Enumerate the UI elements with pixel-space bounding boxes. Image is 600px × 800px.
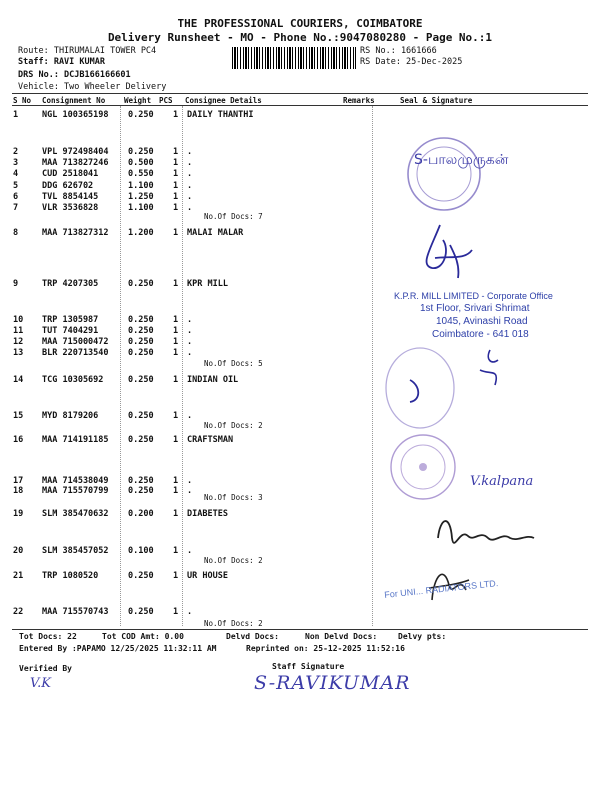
- row-pcs: 1: [173, 203, 179, 213]
- row-consignee: .: [187, 411, 193, 421]
- row-consignment-no: TRP 4207305: [42, 279, 99, 289]
- row-pcs: 1: [173, 315, 179, 325]
- row-consignee: .: [187, 337, 193, 347]
- handwritten-signature-2: [410, 220, 480, 285]
- row-consignment-no: VLR 3536828: [42, 203, 99, 213]
- row-pcs: 1: [173, 169, 179, 179]
- verified-by-signature: V.K: [30, 676, 51, 691]
- row-consignment-no: VPL 972498404: [42, 147, 109, 157]
- row-sno: 16: [13, 435, 24, 445]
- row-pcs: 1: [173, 158, 179, 168]
- entered-by: Entered By :PAPAMO 12/25/2025 11:32:11 AM: [19, 644, 217, 653]
- row-sno: 14: [13, 375, 24, 385]
- row-weight: 0.100: [128, 546, 154, 556]
- col-sno: S No: [13, 96, 32, 105]
- row-sno: 19: [13, 509, 24, 519]
- row-consignment-no: MAA 713827246: [42, 158, 109, 168]
- row-sno: 1: [13, 110, 19, 120]
- row-pcs: 1: [173, 279, 179, 289]
- row-consignee: .: [187, 476, 193, 486]
- table-bottom-rule: [12, 629, 588, 630]
- row-consignee: UR HOUSE: [187, 571, 228, 581]
- row-consignment-no: MAA 715570743: [42, 607, 109, 617]
- staff-signature: S-RAVIKUMAR: [254, 672, 411, 694]
- row-sno: 22: [13, 607, 24, 617]
- row-weight: 0.500: [128, 158, 154, 168]
- rs-number: RS No.: 1661666: [360, 46, 437, 56]
- row-pcs: 1: [173, 486, 179, 496]
- row-consignment-no: NGL 100365198: [42, 110, 109, 120]
- page-subtitle: Delivery Runsheet - MO - Phone No.:9047080280 - Page No.:1: [107, 31, 493, 44]
- row-pcs: 1: [173, 607, 179, 617]
- row-weight: 1.200: [128, 228, 154, 238]
- row-consignment-no: TRP 1080520: [42, 571, 99, 581]
- page-title: THE PROFESSIONAL COURIERS, COIMBATORE: [177, 17, 423, 30]
- row-consignment-no: CUD 2518041: [42, 169, 99, 179]
- row-weight: 0.250: [128, 348, 154, 358]
- staff-signature-label: Staff Signature: [272, 662, 345, 671]
- row-consignment-no: TCG 10305692: [42, 375, 104, 385]
- row-sno: 11: [13, 326, 24, 336]
- kpr-stamp-line4: Coimbatore - 641 018: [432, 329, 529, 340]
- row-consignee: .: [187, 486, 193, 496]
- row-consignee: .: [187, 181, 193, 191]
- row-pcs: 1: [173, 476, 179, 486]
- staff-label: Staff: RAVI KUMAR: [18, 57, 105, 67]
- row-weight: 0.250: [128, 147, 154, 157]
- row-pcs: 1: [173, 147, 179, 157]
- row-consignment-no: TUT 7404291: [42, 326, 99, 336]
- row-consignee: .: [187, 315, 193, 325]
- row-sno: 3: [13, 158, 19, 168]
- row-consignee: .: [187, 192, 193, 202]
- row-pcs: 1: [173, 181, 179, 191]
- row-consignment-no: BLR 220713540: [42, 348, 109, 358]
- radiators-stamp: For UNI... RADIATORS LTD.: [383, 578, 499, 600]
- row-weight: 0.250: [128, 337, 154, 347]
- row-consignment-no: TVL 8854145: [42, 192, 99, 202]
- row-consignment-no: MAA 713827312: [42, 228, 109, 238]
- row-consignment-no: MAA 714538049: [42, 476, 109, 486]
- column-divider: [372, 106, 373, 626]
- row-sno: 18: [13, 486, 24, 496]
- row-pcs: 1: [173, 110, 179, 120]
- col-seal: Seal & Signature: [400, 96, 473, 105]
- col-pcs: PCS: [159, 96, 173, 105]
- row-sno: 5: [13, 181, 19, 191]
- route-label: Route: THIRUMALAI TOWER PC4: [18, 46, 157, 56]
- delivered-docs: Delvd Docs:: [226, 632, 279, 641]
- row-consignee: .: [187, 546, 193, 556]
- row-sno: 21: [13, 571, 24, 581]
- row-pcs: 1: [173, 348, 179, 358]
- row-pcs: 1: [173, 192, 179, 202]
- row-weight: 0.250: [128, 315, 154, 325]
- row-weight: 1.100: [128, 203, 154, 213]
- craftsman-round-stamp: [388, 432, 458, 502]
- doc-count: No.Of Docs: 5: [204, 359, 263, 368]
- round-seal-stamp-1: [396, 136, 566, 216]
- row-weight: 1.100: [128, 181, 154, 191]
- row-sno: 20: [13, 546, 24, 556]
- kpr-stamp-line2: 1st Floor, Srivari Shrimat: [420, 303, 530, 314]
- row-consignment-no: TRP 1305987: [42, 315, 99, 325]
- row-weight: 1.250: [128, 192, 154, 202]
- total-docs: Tot Docs: 22: [19, 632, 77, 641]
- row-sno: 9: [13, 279, 19, 289]
- doc-count: No.Of Docs: 2: [204, 556, 263, 565]
- doc-count: No.Of Docs: 2: [204, 619, 263, 628]
- delivery-points: Delvy pts:: [398, 632, 447, 641]
- row-pcs: 1: [173, 326, 179, 336]
- row-sno: 10: [13, 315, 24, 325]
- row-consignment-no: MAA 714191185: [42, 435, 109, 445]
- row-sno: 15: [13, 411, 24, 421]
- kpr-stamp-line1: K.P.R. MILL LIMITED - Corporate Office: [394, 291, 553, 301]
- row-sno: 7: [13, 203, 19, 213]
- row-consignee: DAILY THANTHI: [187, 110, 254, 120]
- row-consignment-no: SLM 385470632: [42, 509, 109, 519]
- row-pcs: 1: [173, 411, 179, 421]
- handwritten-signature-1: S-பாலமுருகன்: [414, 152, 509, 168]
- row-weight: 0.250: [128, 279, 154, 289]
- row-consignment-no: DDG 626702: [42, 181, 94, 191]
- row-weight: 0.250: [128, 476, 154, 486]
- handwritten-signature-kalpana: V.kalpana: [470, 474, 534, 489]
- non-delivered-docs: Non Delvd Docs:: [305, 632, 378, 641]
- row-pcs: 1: [173, 546, 179, 556]
- doc-count: No.Of Docs: 7: [204, 212, 263, 221]
- row-sno: 4: [13, 169, 19, 179]
- row-consignee: .: [187, 147, 193, 157]
- indian-oil-stamp: [380, 340, 530, 440]
- row-consignee: .: [187, 607, 193, 617]
- rs-date: RS Date: 25-Dec-2025: [360, 57, 463, 67]
- row-sno: 6: [13, 192, 19, 202]
- row-sno: 12: [13, 337, 24, 347]
- row-consignee: .: [187, 169, 193, 179]
- row-consignment-no: MAA 715000472: [42, 337, 109, 347]
- row-weight: 0.250: [128, 435, 154, 445]
- row-consignment-no: SLM 385457052: [42, 546, 109, 556]
- row-consignee: MALAI MALAR: [187, 228, 244, 238]
- doc-count: No.Of Docs: 3: [204, 493, 263, 502]
- drs-number: DRS No.: DCJB166166601: [18, 70, 131, 80]
- row-pcs: 1: [173, 571, 179, 581]
- row-pcs: 1: [173, 435, 179, 445]
- row-consignee: CRAFTSMAN: [187, 435, 234, 445]
- row-weight: 0.550: [128, 169, 154, 179]
- row-consignment-no: MYD 8179206: [42, 411, 99, 421]
- row-weight: 0.250: [128, 110, 154, 120]
- row-weight: 0.250: [128, 607, 154, 617]
- row-sno: 17: [13, 476, 24, 486]
- row-sno: 13: [13, 348, 24, 358]
- row-consignee: DIABETES: [187, 509, 228, 519]
- column-divider: [120, 106, 121, 626]
- row-consignee: .: [187, 158, 193, 168]
- table-header-rule: [12, 105, 588, 106]
- row-weight: 0.250: [128, 411, 154, 421]
- row-consignment-no: MAA 715570799: [42, 486, 109, 496]
- total-cod: Tot COD Amt: 0.00: [102, 632, 184, 641]
- row-pcs: 1: [173, 228, 179, 238]
- row-weight: 0.250: [128, 486, 154, 496]
- row-consignee: .: [187, 203, 193, 213]
- row-pcs: 1: [173, 375, 179, 385]
- reprinted-on: Reprinted on: 25-12-2025 11:52:16: [246, 644, 405, 653]
- table-top-rule: [12, 93, 588, 94]
- row-consignee: .: [187, 326, 193, 336]
- row-sno: 2: [13, 147, 19, 157]
- verified-by-label: Verified By: [19, 664, 72, 673]
- col-consignment: Consignment No: [42, 96, 106, 105]
- vehicle-label: Vehicle: Two Wheeler Delivery: [18, 82, 167, 92]
- handwritten-signature-diabetes: [430, 508, 540, 558]
- barcode: [232, 47, 356, 69]
- col-consignee: Consignee Details: [185, 96, 262, 105]
- col-weight: Weight: [124, 96, 152, 105]
- row-consignee: INDIAN OIL: [187, 375, 239, 385]
- row-consignee: .: [187, 348, 193, 358]
- row-weight: 0.200: [128, 509, 154, 519]
- column-divider: [182, 106, 183, 626]
- row-pcs: 1: [173, 509, 179, 519]
- row-sno: 8: [13, 228, 19, 238]
- row-weight: 0.250: [128, 571, 154, 581]
- doc-count: No.Of Docs: 2: [204, 421, 263, 430]
- row-weight: 0.250: [128, 375, 154, 385]
- row-weight: 0.250: [128, 326, 154, 336]
- row-consignee: KPR MILL: [187, 279, 228, 289]
- kpr-stamp-line3: 1045, Avinashi Road: [436, 316, 528, 327]
- col-remarks: Remarks: [343, 96, 375, 105]
- row-pcs: 1: [173, 337, 179, 347]
